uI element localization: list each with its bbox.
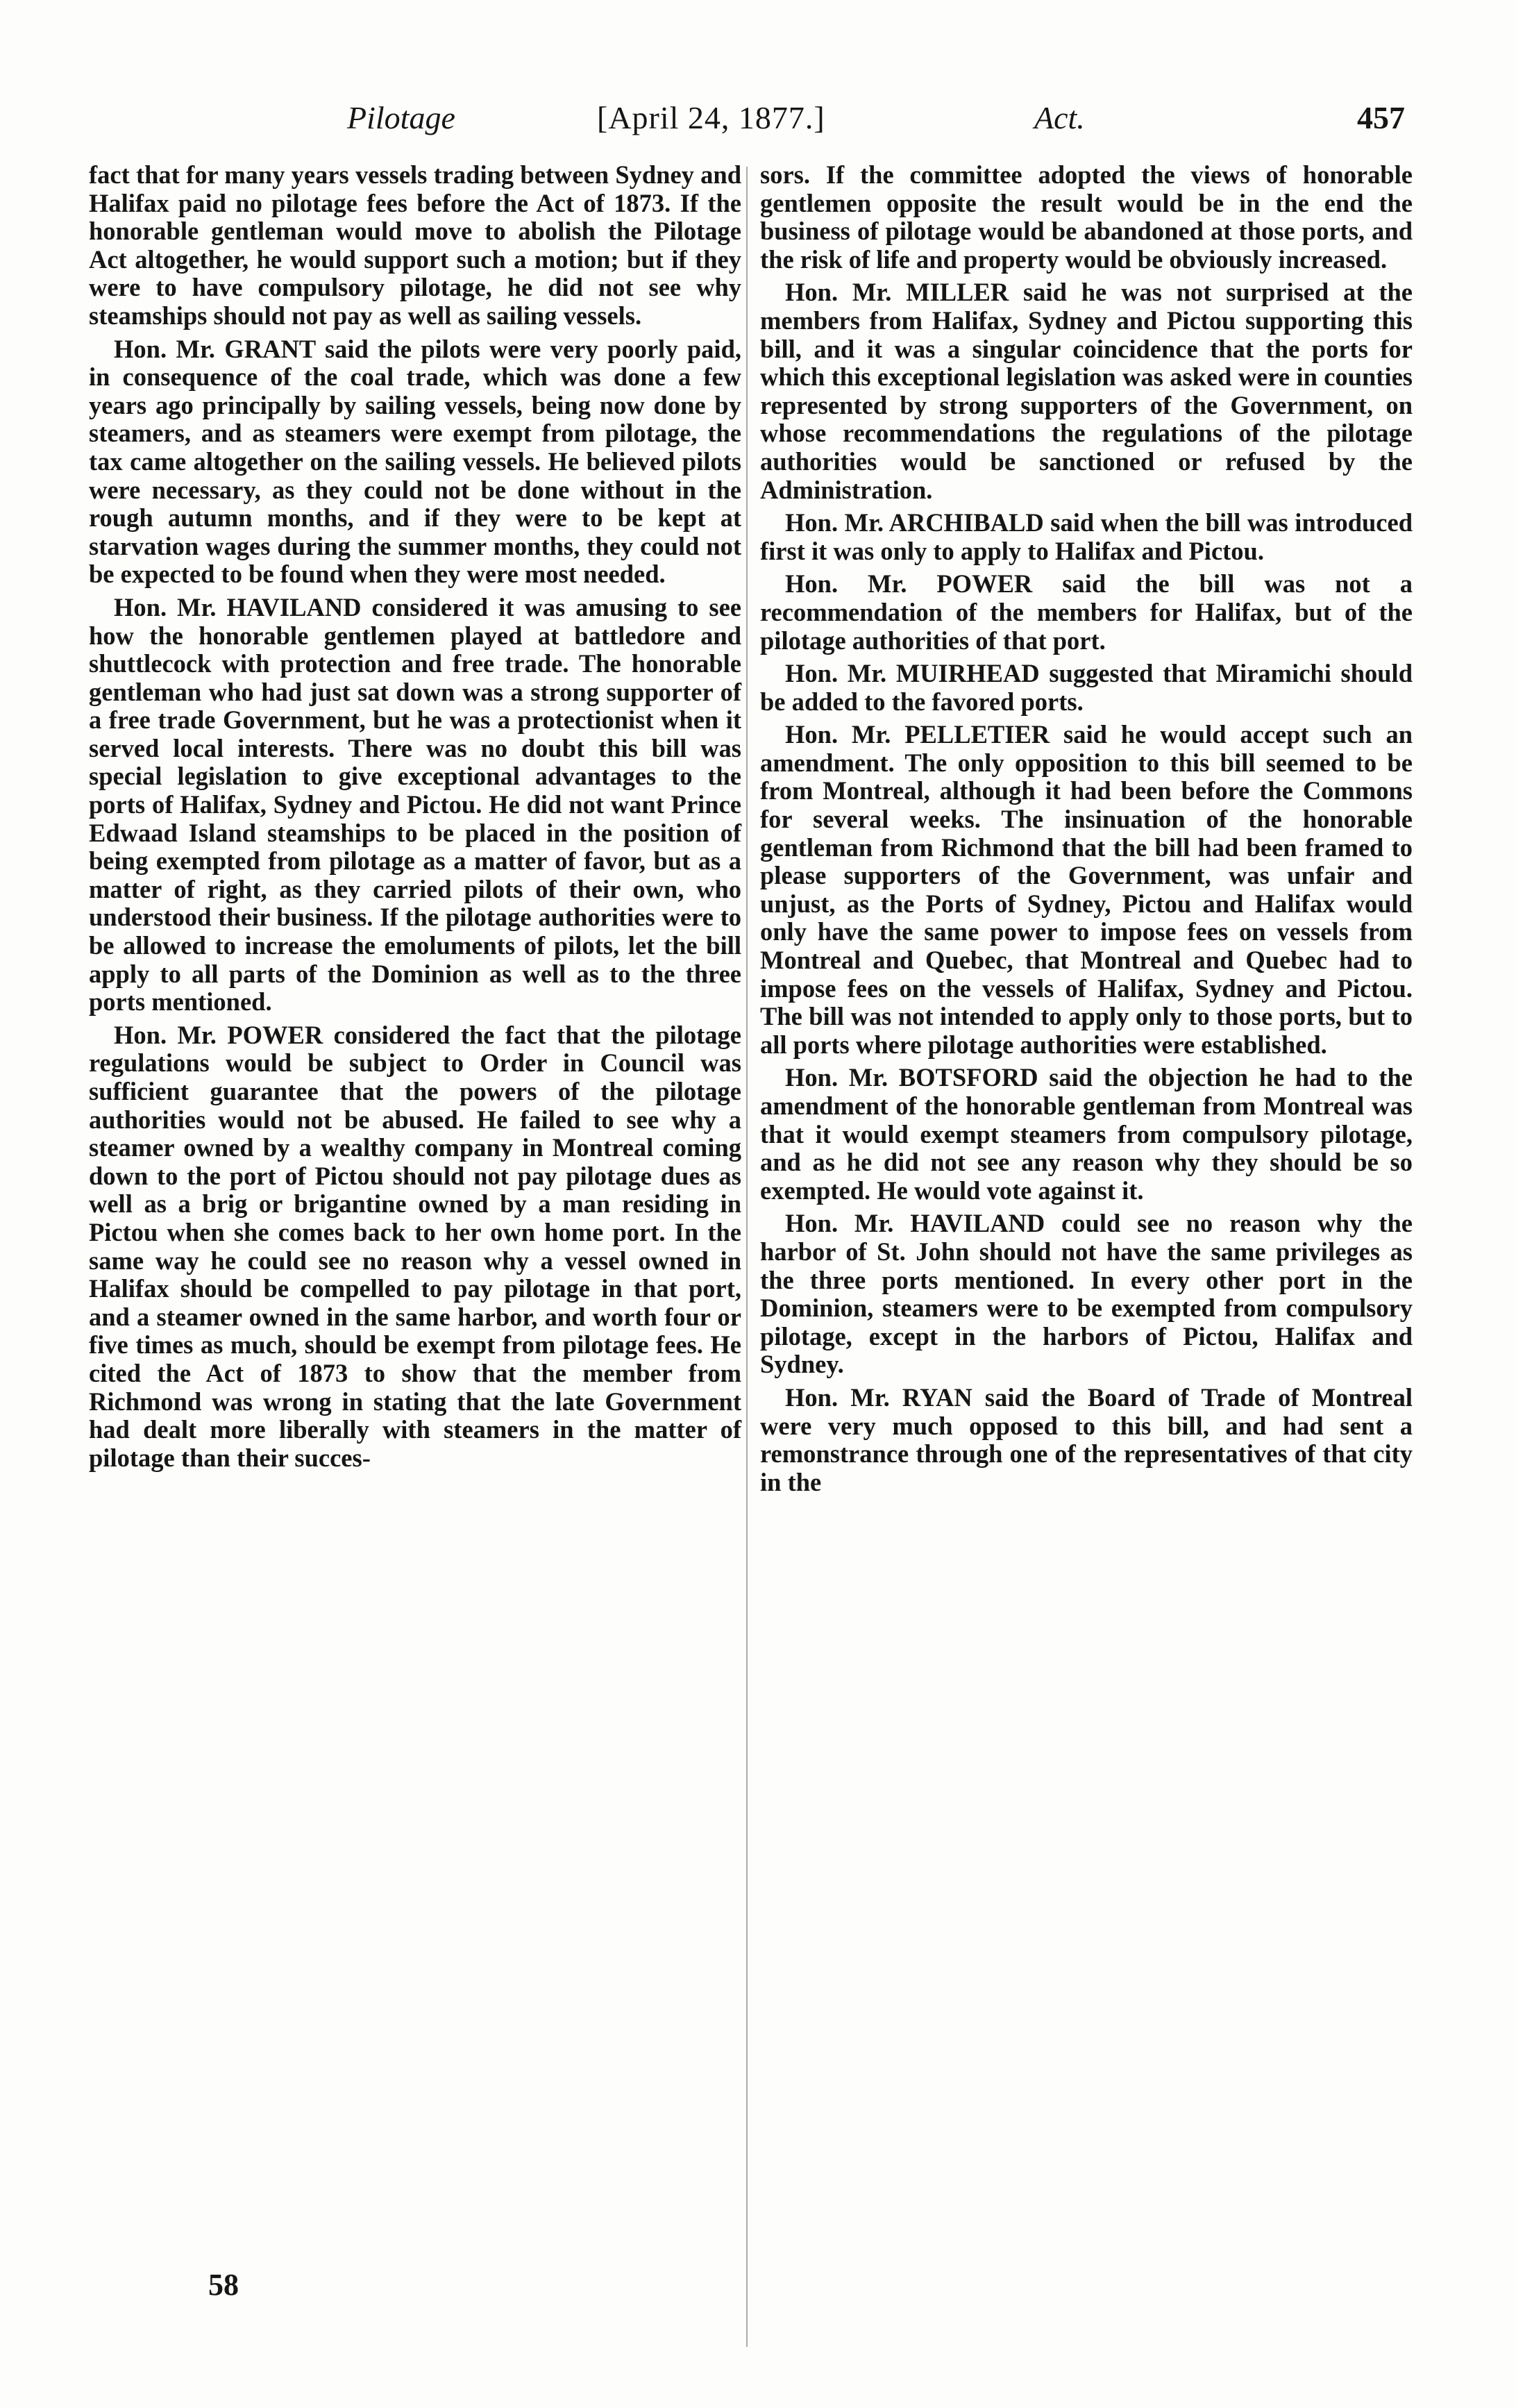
paragraph: Hon. Mr. RYAN said the Board of Trade of Montreal were very much opposed to this bill, and had sent a remonstrance through one of the representatives of that city in the (760, 1382, 1413, 1496)
paragraph: Hon. Mr. HAVILAND could see no reason why the harbor of St. John should not have the same privileges as the three ports mentioned. In every other port in the Dominion, steamers were to be exempted from compulsory pilotage, except in the harbors of Pictou, Halifax and Sydney. (760, 1209, 1413, 1379)
signature-mark: 58 (208, 2268, 239, 2302)
paragraph: sors. If the committee adopted the views of honorable gentlemen opposite the result would be in the end the business of pilotage would be abandoned at those ports, and the risk of life and property would be obviously increased. (760, 160, 1413, 274)
paragraph: Hon. Mr. MILLER said he was not surprised at the members from Halifax, Sydney and Pictou supporting this bill, and it was a singular coincidence that the ports for which this exceptional legislation was asked were in counties represented by strong supporters of the Government, on whose recommendations the regulations of the pilotage authorities would be sanctioned or refused by the Administration. (760, 278, 1413, 504)
right-column (760, 161, 1413, 1501)
paragraph: Hon. Mr. GRANT said the pilots were very poorly paid, in consequence of the coal trade, which was done a few years ago principally by sailing vessels, being now done by steamers, and as steamers were exempt from pilotage, the tax came altogether on the sailing vessels. He believed pilots were necessary, as they could not be done without in the rough autumn months, and if they were to be kept at starvation wages during the summer months, they could not be expected to be found when they were most needed. (89, 334, 741, 589)
header-section-title: Pilotage (347, 100, 455, 135)
page-number: 457 (1357, 100, 1405, 135)
header-date: [April 24, 1877.] (597, 100, 825, 135)
paragraph: Hon. Mr. HAVILAND considered it was amusing to see how the honorable gentlemen played at battledore and shuttlecock with protection and free trade. The honorable gentleman who had just sat down was a strong supporter of a free trade Government, but he was a protectionist when it served local interests. There was no doubt this bill was special legislation to give exceptional advantages to the ports of Halifax, Sydney and Pictou. He did not want Prince Edwaad Island steamships to be placed in the position of being exempted from pilotage as a matter of favor, but as a matter of right, as they carried pilots of their own, who understood their business. If the pilotage authorities were to be allowed to increase the emoluments of pilots, let the bill apply to all parts of the Dominion as well as to the three ports mentioned. (89, 592, 741, 1017)
left-column (89, 161, 741, 1477)
running-header (347, 90, 1430, 146)
paragraph: Hon. Mr. POWER considered the fact that the pilotage regulations would be subject to Order in Council was sufficient guarantee that the powers of the pilotage authorities would not be abused. He failed to see why a steamer owned by a wealthy company in Montreal coming down to the port of Pictou should not pay pilotage dues as well as a brig or brigantine owned by a man residing in Pictou when she comes back to her own home port. In the same way he could see no reason why a vessel owned in Halifax should be compelled to pay pilotage in that port, and a steamer owned in the same harbor, and worth four or five times as much, should be exempt from pilotage fees. He cited the Act of 1873 to show that the member from Richmond was wrong in stating that the late Government had dealt more liberally with steamers in the matter of pilotage than their succes- (89, 1020, 741, 1472)
paragraph: Hon. Mr. MUIRHEAD suggested that Miramichi should be added to the favored ports. (760, 659, 1413, 716)
header-act: Act. (1034, 100, 1085, 135)
paragraph: Hon. Mr. BOTSFORD said the objection he had to the amendment of the honorable gentleman from Montreal was that it would exempt steamers from compulsory pilotage, and as he did not see any reason why they should be so exempted. He would vote against it. (760, 1063, 1413, 1205)
paragraph: Hon. Mr. POWER said the bill was not a recommendation of the members for Halifax, but of the pilotage authorities of that port. (760, 569, 1413, 655)
paragraph: Hon. Mr. ARCHIBALD said when the bill was introduced first it was only to apply to Halifax and Pictou. (760, 508, 1413, 565)
paragraph: fact that for many years vessels trading between Sydney and Halifax paid no pilotage fees before the Act of 1873. If the honorable gentleman would move to abolish the Pilotage Act altogether, he would support such a motion; but if they were to have compulsory pilotage, he did not see why steamships should not pay as well as sailing vessels. (89, 160, 741, 330)
column-divider (746, 167, 748, 2347)
paragraph: Hon. Mr. PELLETIER said he would accept such an amendment. The only opposition to this bill seemed to be from Montreal, although it had been before the Commons for several weeks. The insinuation of the honorable gentleman from Richmond that the bill had been framed to please supporters of the Government, was unfair and unjust, as the Ports of Sydney, Pictou and Halifax would only have the same power to impose fees on vessels from Montreal and Quebec, that Montreal and Quebec had to impose fees on the vessels of Halifax, Sydney and Pictou. The bill was not intended to apply only to those ports, but to all ports where pilotage authorities were established. (760, 720, 1413, 1059)
